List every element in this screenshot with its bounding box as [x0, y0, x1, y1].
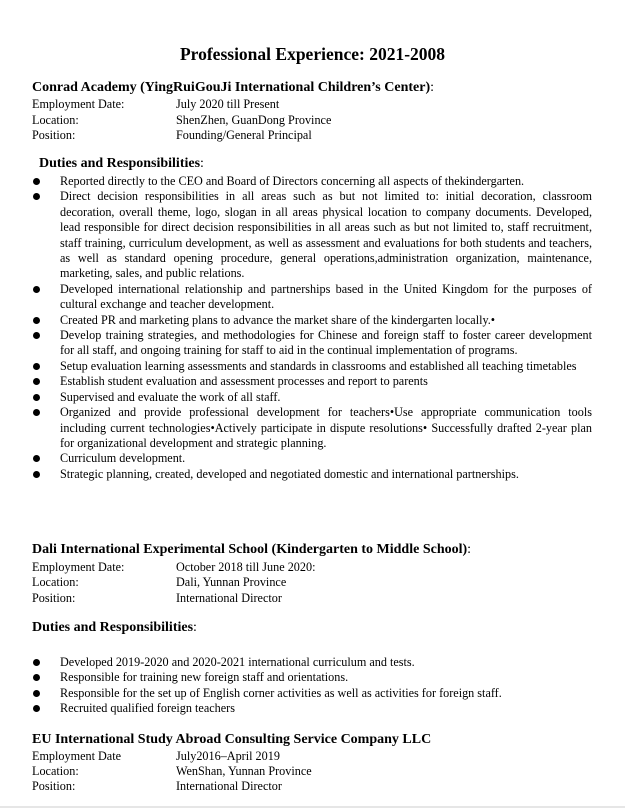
location-row — [32, 113, 592, 128]
detail-value: July 2020 till Present — [176, 97, 280, 111]
job-name-suffix: : — [430, 80, 434, 95]
position-row — [32, 779, 592, 794]
employment-date-row — [32, 560, 592, 575]
job-heading-dali-school — [32, 542, 471, 558]
list-item: Organized and provide professional development for teachers•Use appropriate communication tools including current technologies•Actively participate in dispute resolutions• Successfully drafted 2-year plan for organizational development and strategic planning. — [32, 405, 592, 451]
detail-label: Employment Date: — [32, 560, 125, 574]
detail-value: July2016–April 2019 — [176, 749, 280, 763]
list-item: Supervised and evaluate the work of all staff. — [32, 390, 592, 405]
bullet-icon — [33, 455, 40, 462]
bullet-icon — [33, 363, 40, 370]
job-name: Conrad Academy (YingRuiGouJi International Children’s Center) — [32, 80, 431, 95]
bullet-icon — [33, 178, 40, 185]
detail-label: Employment Date: — [32, 97, 125, 111]
bullet-icon — [33, 690, 40, 697]
duties-heading — [39, 156, 204, 172]
detail-label: Position: — [32, 779, 76, 793]
list-item: Develop training strategies, and methodologies for Chinese and foreign staff to foster career development for all staff, and ongoing training for staff to aid in the continual implementation of programs. — [32, 328, 592, 359]
bullet-icon — [33, 378, 40, 385]
detail-value: Dali, Yunnan Province — [176, 575, 287, 589]
location-row — [32, 575, 592, 590]
duties-heading — [32, 620, 197, 636]
position-row — [32, 591, 592, 606]
detail-label: Location: — [32, 764, 79, 778]
job-heading-eu-international — [32, 732, 431, 748]
duties-list — [32, 174, 592, 482]
bullet-icon — [33, 193, 40, 200]
list-item: Direct decision responsibilities in all areas such as but not limited to: initial decoration, classroom decoration, overall theme, logo, slogan in all areas physical location to company documents. Developed, lead responsible for direct decision responsibilities in all areas such as but not limited to, staff recruitment, staff training, curriculum development, as well as assessment and evaluations for both students and teachers, as well as standard opening procedure, general operations,administration organization, maintenance, marketing, sales, and public relations. — [32, 189, 592, 281]
detail-value: WenShan, Yunnan Province — [176, 764, 312, 778]
list-item: Recruited qualified foreign teachers — [32, 701, 592, 716]
list-item: Created PR and marketing plans to advance the market share of the kindergarten locally.• — [32, 313, 592, 328]
position-row — [32, 128, 592, 143]
job-name-suffix: : — [467, 542, 472, 557]
list-item: Curriculum development. — [32, 451, 592, 466]
duties-suffix: : — [193, 620, 197, 635]
detail-value: International Director — [176, 591, 282, 605]
bullet-icon — [33, 332, 40, 339]
job-heading-conrad-academy — [32, 80, 434, 96]
detail-value: October 2018 till June 2020: — [176, 560, 316, 574]
job-name: Dali International Experimental School (Kindergarten to Middle School) — [32, 542, 468, 557]
detail-label: Employment Date — [32, 749, 122, 763]
list-item: Reported directly to the CEO and Board of Directors concerning all aspects of thekindergarten. — [32, 174, 592, 189]
section-title: Professional Experience: 2021-2008 — [179, 44, 446, 64]
duties-title: Duties and Responsibilities — [32, 620, 194, 635]
list-item: Developed 2019-2020 and 2020-2021 international curriculum and tests. — [32, 655, 592, 670]
list-item: Establish student evaluation and assessment processes and report to parents — [32, 374, 592, 389]
employment-date-row — [32, 97, 592, 112]
bullet-icon — [33, 394, 40, 401]
employment-date-row — [32, 749, 592, 764]
list-item: Responsible for training new foreign staff and orientations. — [32, 670, 592, 685]
detail-label: Position: — [32, 591, 76, 605]
job-name: EU International Study Abroad Consulting Service Company LLC — [32, 732, 432, 747]
detail-value: ShenZhen, GuanDong Province — [176, 113, 332, 127]
duties-list — [32, 655, 592, 717]
detail-label: Location: — [32, 575, 79, 589]
detail-value: International Director — [176, 779, 282, 793]
list-item: Setup evaluation learning assessments and standards in classrooms and established all teaching timetables — [32, 359, 592, 374]
bullet-icon — [33, 286, 40, 293]
detail-label: Location: — [32, 113, 79, 127]
duties-title: Duties and Responsibilities — [39, 156, 201, 171]
bullet-icon — [33, 674, 40, 681]
list-item: Strategic planning, created, developed and negotiated domestic and international partnerships. — [32, 467, 592, 482]
detail-value: Founding/General Principal — [176, 128, 312, 142]
list-item: Developed international relationship and partnerships based in the United Kingdom for the purposes of cultural exchange and teacher development. — [32, 282, 592, 313]
duties-suffix: : — [200, 156, 204, 171]
bullet-icon — [33, 705, 40, 712]
bullet-icon — [33, 317, 40, 324]
bullet-icon — [33, 659, 40, 666]
list-item: Responsible for the set up of English corner activities as well as activities for foreign staff. — [32, 686, 592, 701]
location-row — [32, 764, 592, 779]
bullet-icon — [33, 409, 40, 416]
detail-label: Position: — [32, 128, 76, 142]
bullet-icon — [33, 471, 40, 478]
